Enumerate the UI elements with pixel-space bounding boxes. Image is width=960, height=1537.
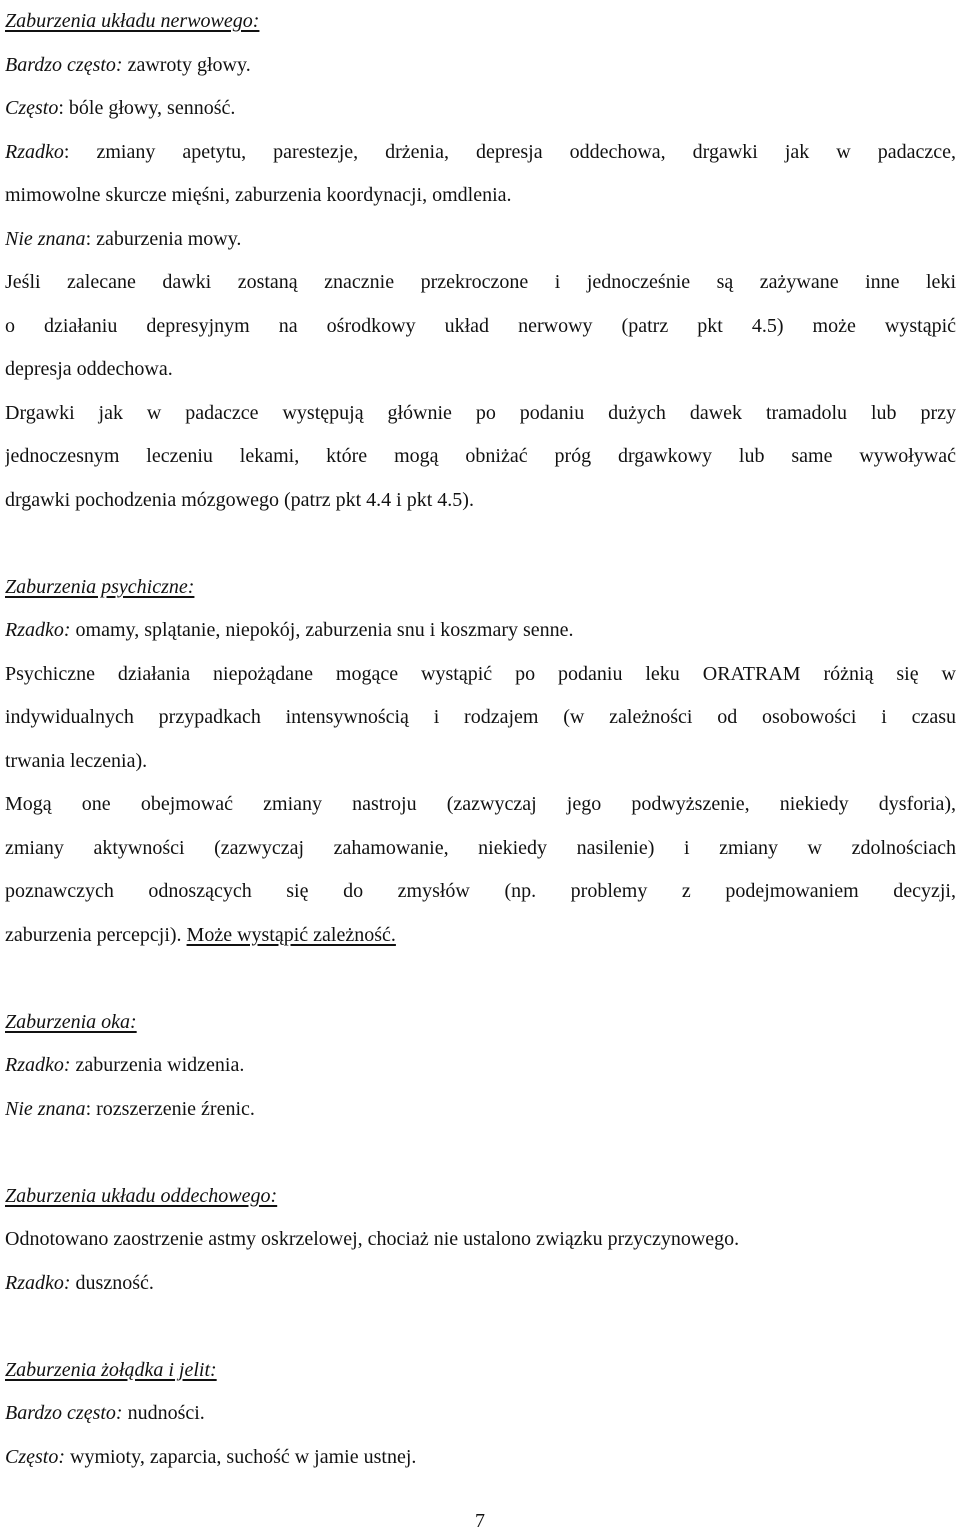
text-line xyxy=(5,131,956,175)
frequency-label: Nie znana xyxy=(5,227,86,250)
section-heading: Zaburzenia układu oddechowego: xyxy=(5,1184,278,1207)
frequency-line-very-often xyxy=(5,44,956,88)
frequency-text: : zmiany apetytu, parestezje, drżenia, depresja oddechowa, drgawki jak w padaczce, xyxy=(63,140,956,163)
text-line: Mogą one obejmować zmiany nastroju (zazwyczaj jego podwyższenie, niekiedy dysforia), xyxy=(5,793,956,815)
text-line: jednoczesnym leczeniu lekami, które mogą obniżać próg drgawkowy lub same wywoływać xyxy=(5,445,956,467)
text-line: Odnotowano zaostrzenie astmy oskrzelowej, chociaż nie ustalono związku przyczynowego. xyxy=(5,1228,740,1250)
frequency-line-rare xyxy=(5,131,956,218)
frequency-line-often xyxy=(5,87,956,131)
frequency-label: Bardzo często: xyxy=(5,1402,123,1424)
text-line: depresja oddechowa. xyxy=(5,358,173,380)
paragraph-psychiatric-effects xyxy=(5,653,956,784)
frequency-line-rare xyxy=(5,1262,956,1306)
frequency-text: omamy, splątanie, niepokój, zaburzenia snu i koszmary senne. xyxy=(70,619,574,641)
section-heading: Zaburzenia układu nerwowego: xyxy=(5,10,260,32)
paragraph-seizures xyxy=(5,392,956,523)
frequency-label: Często: xyxy=(5,1445,65,1468)
frequency-label: Rzadko: xyxy=(5,619,71,641)
frequency-text: duszność. xyxy=(70,1271,154,1294)
text-line: trwania leczenia). xyxy=(5,749,148,772)
frequency-line-unknown xyxy=(5,218,956,262)
text-line: mimowolne skurcze mięśni, zaburzenia koordynacji, omdlenia. xyxy=(5,184,512,206)
frequency-label: Rzadko: xyxy=(5,1054,71,1076)
frequency-text: zawroty głowy. xyxy=(122,53,251,76)
paragraph-respiratory-depression xyxy=(5,261,956,392)
page-number: 7 xyxy=(475,1510,485,1532)
frequency-line-very-often xyxy=(5,1392,956,1436)
text-fragment: zaburzenia percepcji). xyxy=(5,923,187,946)
section-heading: Zaburzenia żołądka i jelit: xyxy=(5,1358,217,1381)
frequency-text: : bóle głowy, senność. xyxy=(58,97,236,119)
text-line: Jeśli zalecane dawki zostaną znacznie przekroczone i jednocześnie są zażywane inne leki xyxy=(5,271,956,293)
section-nervous-system xyxy=(5,0,956,522)
text-line: Drgawki jak w padaczce występują głównie po podaniu dużych dawek tramadolu lub przy xyxy=(5,401,956,424)
frequency-line-rare xyxy=(5,1044,956,1088)
frequency-label: Bardzo często: xyxy=(5,53,123,76)
section-gastrointestinal xyxy=(5,1349,956,1480)
section-heading: Zaburzenia oka: xyxy=(5,1010,137,1033)
text-line xyxy=(5,914,956,958)
text-line: zmiany aktywności (zazwyczaj zahamowanie, niekiedy nasilenie) i zmiany w zdolnościach xyxy=(5,836,956,859)
section-spacer xyxy=(5,522,956,566)
text-line: drgawki pochodzenia mózgowego (patrz pkt 4.4 i pkt 4.5). xyxy=(5,488,474,511)
frequency-line-often xyxy=(5,1436,956,1480)
frequency-label: Rzadko xyxy=(5,140,64,163)
frequency-line-rare xyxy=(5,609,956,653)
dependence-warning: Może wystąpić zależność. xyxy=(186,923,396,946)
frequency-label: Rzadko: xyxy=(5,1271,71,1294)
section-spacer xyxy=(5,957,956,1001)
text-line: poznawczych odnoszących się do zmysłów (np. problemy z podejmowaniem decyzji, xyxy=(5,880,956,902)
section-heading: Zaburzenia psychiczne: xyxy=(5,575,195,598)
section-psychiatric xyxy=(5,566,956,958)
section-eye xyxy=(5,1001,956,1132)
frequency-text: : zaburzenia mowy. xyxy=(85,227,242,250)
section-spacer xyxy=(5,1305,956,1349)
frequency-text: zaburzenia widzenia. xyxy=(70,1054,245,1076)
text-line: o działaniu depresyjnym na ośrodkowy układ nerwowy (patrz pkt 4.5) może wystąpić xyxy=(5,314,956,337)
section-spacer xyxy=(5,1131,956,1175)
text-line: Psychiczne działania niepożądane mogące wystąpić po podaniu leku ORATRAM różnią się w xyxy=(5,662,956,685)
section-respiratory xyxy=(5,1175,956,1306)
text-line: indywidualnych przypadkach intensywnością i rodzajem (w zależności od osobowości i czasu xyxy=(5,706,956,728)
frequency-text: wymioty, zaparcia, suchość w jamie ustnej. xyxy=(65,1445,417,1468)
frequency-line-unknown xyxy=(5,1088,956,1132)
leaflet-page xyxy=(5,0,956,1479)
frequency-text: nudności. xyxy=(122,1402,205,1424)
frequency-text: : rozszerzenie źrenic. xyxy=(85,1097,255,1120)
frequency-label: Często xyxy=(5,97,59,119)
frequency-label: Nie znana xyxy=(5,1097,86,1120)
paragraph-mood-changes xyxy=(5,783,956,957)
